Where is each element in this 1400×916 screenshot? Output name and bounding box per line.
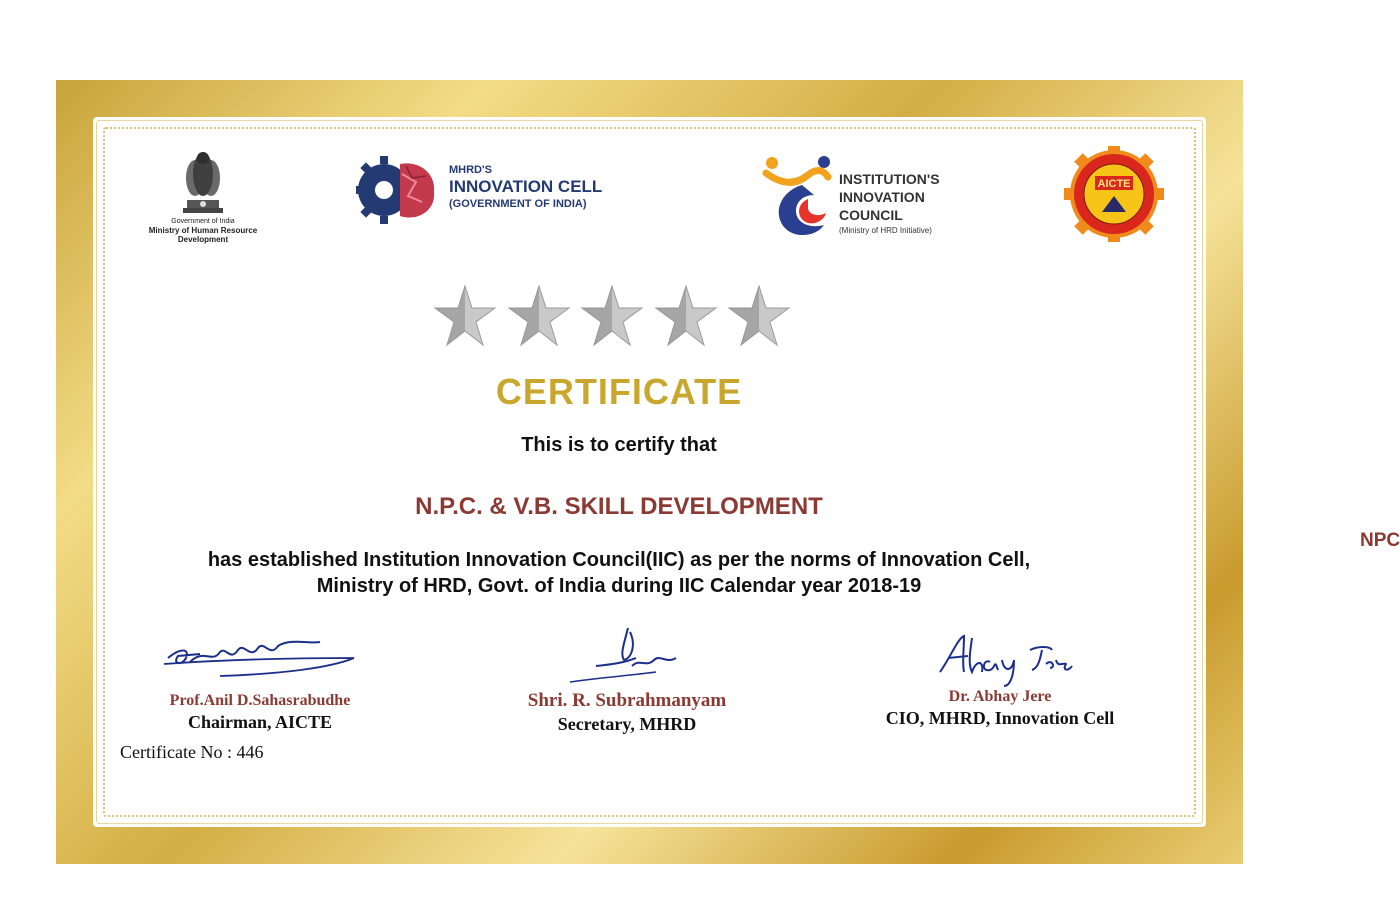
- emblem-caption-1: Government of India: [171, 218, 235, 225]
- emblem-caption-2: Ministry of Human Resource: [148, 226, 258, 235]
- aicte-gear-icon: [1062, 146, 1166, 242]
- signatory-2: [492, 690, 762, 735]
- innovation-cell-text: [449, 164, 602, 210]
- signatory-role: Secretary, MHRD: [557, 714, 697, 734]
- certificate-title: CERTIFICATE: [495, 371, 743, 412]
- signatory-name: Shri. R. Subrahmanyam: [527, 690, 727, 711]
- aicte-logo: [1062, 146, 1166, 242]
- ic-line2: INNOVATION CELL: [449, 177, 603, 196]
- signature-sahasrabudhe: [160, 628, 360, 684]
- signatory-role: Chairman, AICTE: [187, 712, 333, 732]
- iic-line2: INNOVATION: [839, 189, 925, 205]
- innovation-cell-logo: [356, 152, 436, 228]
- ic-line3: (GOVERNMENT OF INDIA): [449, 198, 587, 210]
- signature-subrahmanyam: [566, 624, 686, 688]
- iic-line4: (Ministry of HRD Initiative): [839, 226, 932, 235]
- signature-jere: [934, 628, 1074, 692]
- ic-line1: MHRD'S: [449, 164, 492, 176]
- iic-text: [839, 170, 940, 235]
- star-icon: [653, 283, 719, 349]
- aicte-text: AICTE: [1097, 178, 1131, 190]
- brain-gear-icon: [356, 152, 436, 228]
- signatory-3: [860, 688, 1140, 729]
- emblem-caption-3: Development: [177, 235, 229, 244]
- certificate-number: Certificate No : 446: [120, 742, 264, 762]
- star-icon: [579, 283, 645, 349]
- iic-logo: [762, 155, 834, 241]
- star-icon: [726, 283, 792, 349]
- star-icon: [506, 283, 572, 349]
- ashoka-lion-icon: [173, 148, 233, 218]
- star-rating: [432, 283, 792, 349]
- signatory-name: Prof.Anil D.Sahasrabudhe: [169, 692, 351, 709]
- govt-emblem-logo: [144, 148, 262, 254]
- side-text: NPC: [1360, 530, 1400, 551]
- certificate-body-line1: has established Institution Innovation Council(IIC) as per the norms of Innovation Cell,: [207, 549, 1031, 571]
- star-icon: [432, 283, 498, 349]
- iic-line1: INSTITUTION'S: [839, 171, 940, 187]
- certify-line: This is to certify that: [521, 434, 717, 456]
- organization-name: N.P.C. & V.B. SKILL DEVELOPMENT: [415, 493, 823, 520]
- signatory-role: CIO, MHRD, Innovation Cell: [885, 708, 1115, 728]
- iic-line3: COUNCIL: [839, 207, 903, 223]
- signatory-1: [140, 692, 380, 733]
- certificate-body-line2: Ministry of HRD, Govt. of India during IIC Calendar year 2018-19: [316, 575, 922, 597]
- iic-figure-icon: [762, 155, 834, 241]
- signatory-name: Dr. Abhay Jere: [948, 688, 1052, 705]
